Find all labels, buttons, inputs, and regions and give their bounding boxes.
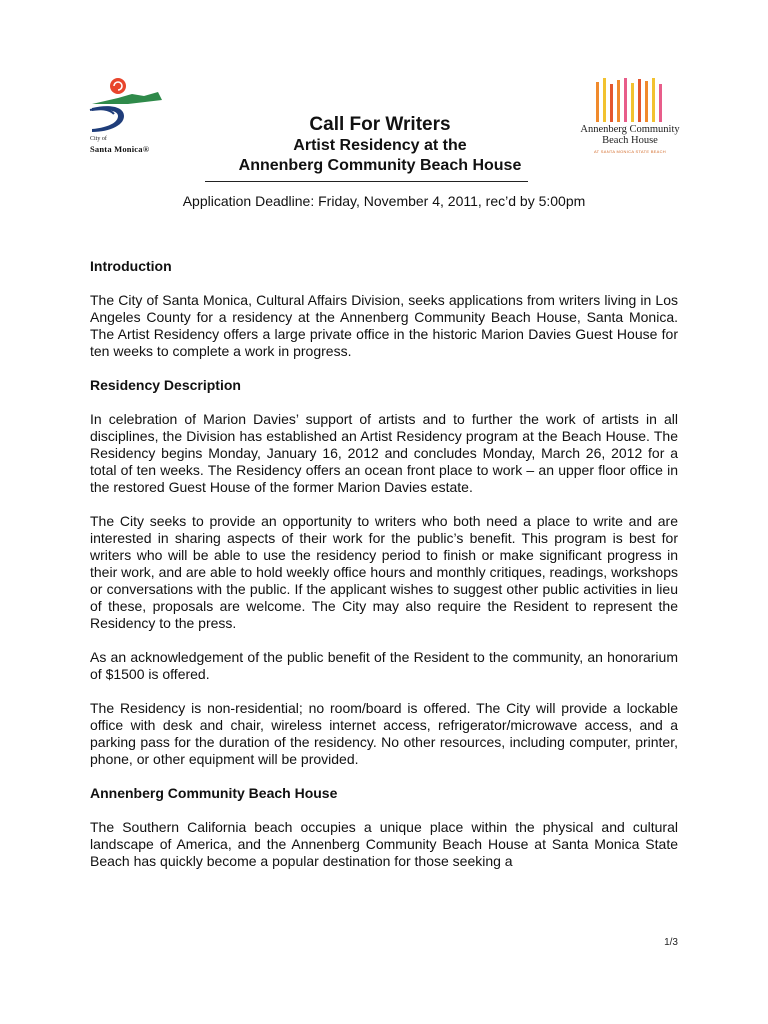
residency-paragraph-3: As an acknowledgement of the public benefit of the Resident to the community, an honorarium of $1500 is offered. (90, 649, 678, 682)
residency-paragraph-1: In celebration of Marion Davies’ support of artists and to further the work of artists in all disciplines, the Division has established an Artist Residency program at the Beach House. The Residency begins Monday, January 16, 2012 and concludes Monday, March 26, 2012 for a total of ten weeks. The Residency offers an ocean front place to work – an upper floor office in the restored Guest House of the former Marion Davies estate. (90, 411, 678, 495)
page-subtitle-line-1: Artist Residency at the (293, 137, 467, 154)
beach-house-paragraph: The Southern California beach occupies a unique place within the physical and cultural landscape of America, and the Annenberg Community Beach House at Santa Monica State Beach has quickly become a popular destination for those seeking a (90, 819, 678, 869)
annenberg-stripes-icon (570, 78, 690, 122)
section-heading-introduction: Introduction (90, 258, 172, 274)
residency-paragraph-2: The City seeks to provide an opportunity to writers who both need a place to write and are interested in sharing aspects of their work for the public’s benefit. This program is best for writers who will be able to use the residency period to finish or make significant progress in their work, and are able to hold weekly office hours and monthly critiques, readings, workshops or conversations with the public. If the applicant wishes to suggest other public activities in lieu of these, proposals are welcome. The City may also require the Resident to represent the Residency to the press. (90, 513, 678, 631)
section-heading-residency-description: Residency Description (90, 377, 241, 393)
logo-santa-monica-text: Santa Monica® (90, 144, 150, 154)
introduction-paragraph: The City of Santa Monica, Cultural Affairs Division, seeks applications from writers living in Los Angeles County for a residency at the Annenberg Community Beach House, Santa Monica. The Artist Residency offers a large private office in the historic Marion Davies Guest House for ten weeks to complete a work in progress. (90, 292, 678, 359)
document-body (90, 258, 678, 870)
annenberg-beach-house-logo (570, 78, 690, 160)
title-divider (205, 181, 528, 182)
application-deadline: Application Deadline: Friday, November 4, 2011, rec’d by 5:00pm (182, 193, 586, 209)
section-heading-beach-house: Annenberg Community Beach House (90, 785, 338, 801)
logo-city-of-text: City of (90, 136, 107, 142)
page-subtitle-line-2: Annenberg Community Beach House (238, 157, 522, 174)
santa-monica-emblem-icon (88, 74, 168, 136)
logo-annenberg-line-2: Beach House (602, 135, 658, 146)
title-block (200, 114, 560, 176)
logo-annenberg-line-3: AT SANTA MONICA STATE BEACH (594, 149, 666, 154)
page-number: 1/3 (664, 937, 678, 948)
page-title: Call For Writers (309, 114, 451, 135)
city-of-santa-monica-logo (88, 74, 168, 160)
logo-annenberg-line-1: Annenberg Community (580, 124, 680, 135)
residency-paragraph-4: The Residency is non-residential; no room/board is offered. The City will provide a lockable office with desk and chair, wireless internet access, refrigerator/microwave access, and a parking pass for the duration of the residency. No other resources, including computer, printer, phone, or other equipment will be provided. (90, 700, 678, 767)
